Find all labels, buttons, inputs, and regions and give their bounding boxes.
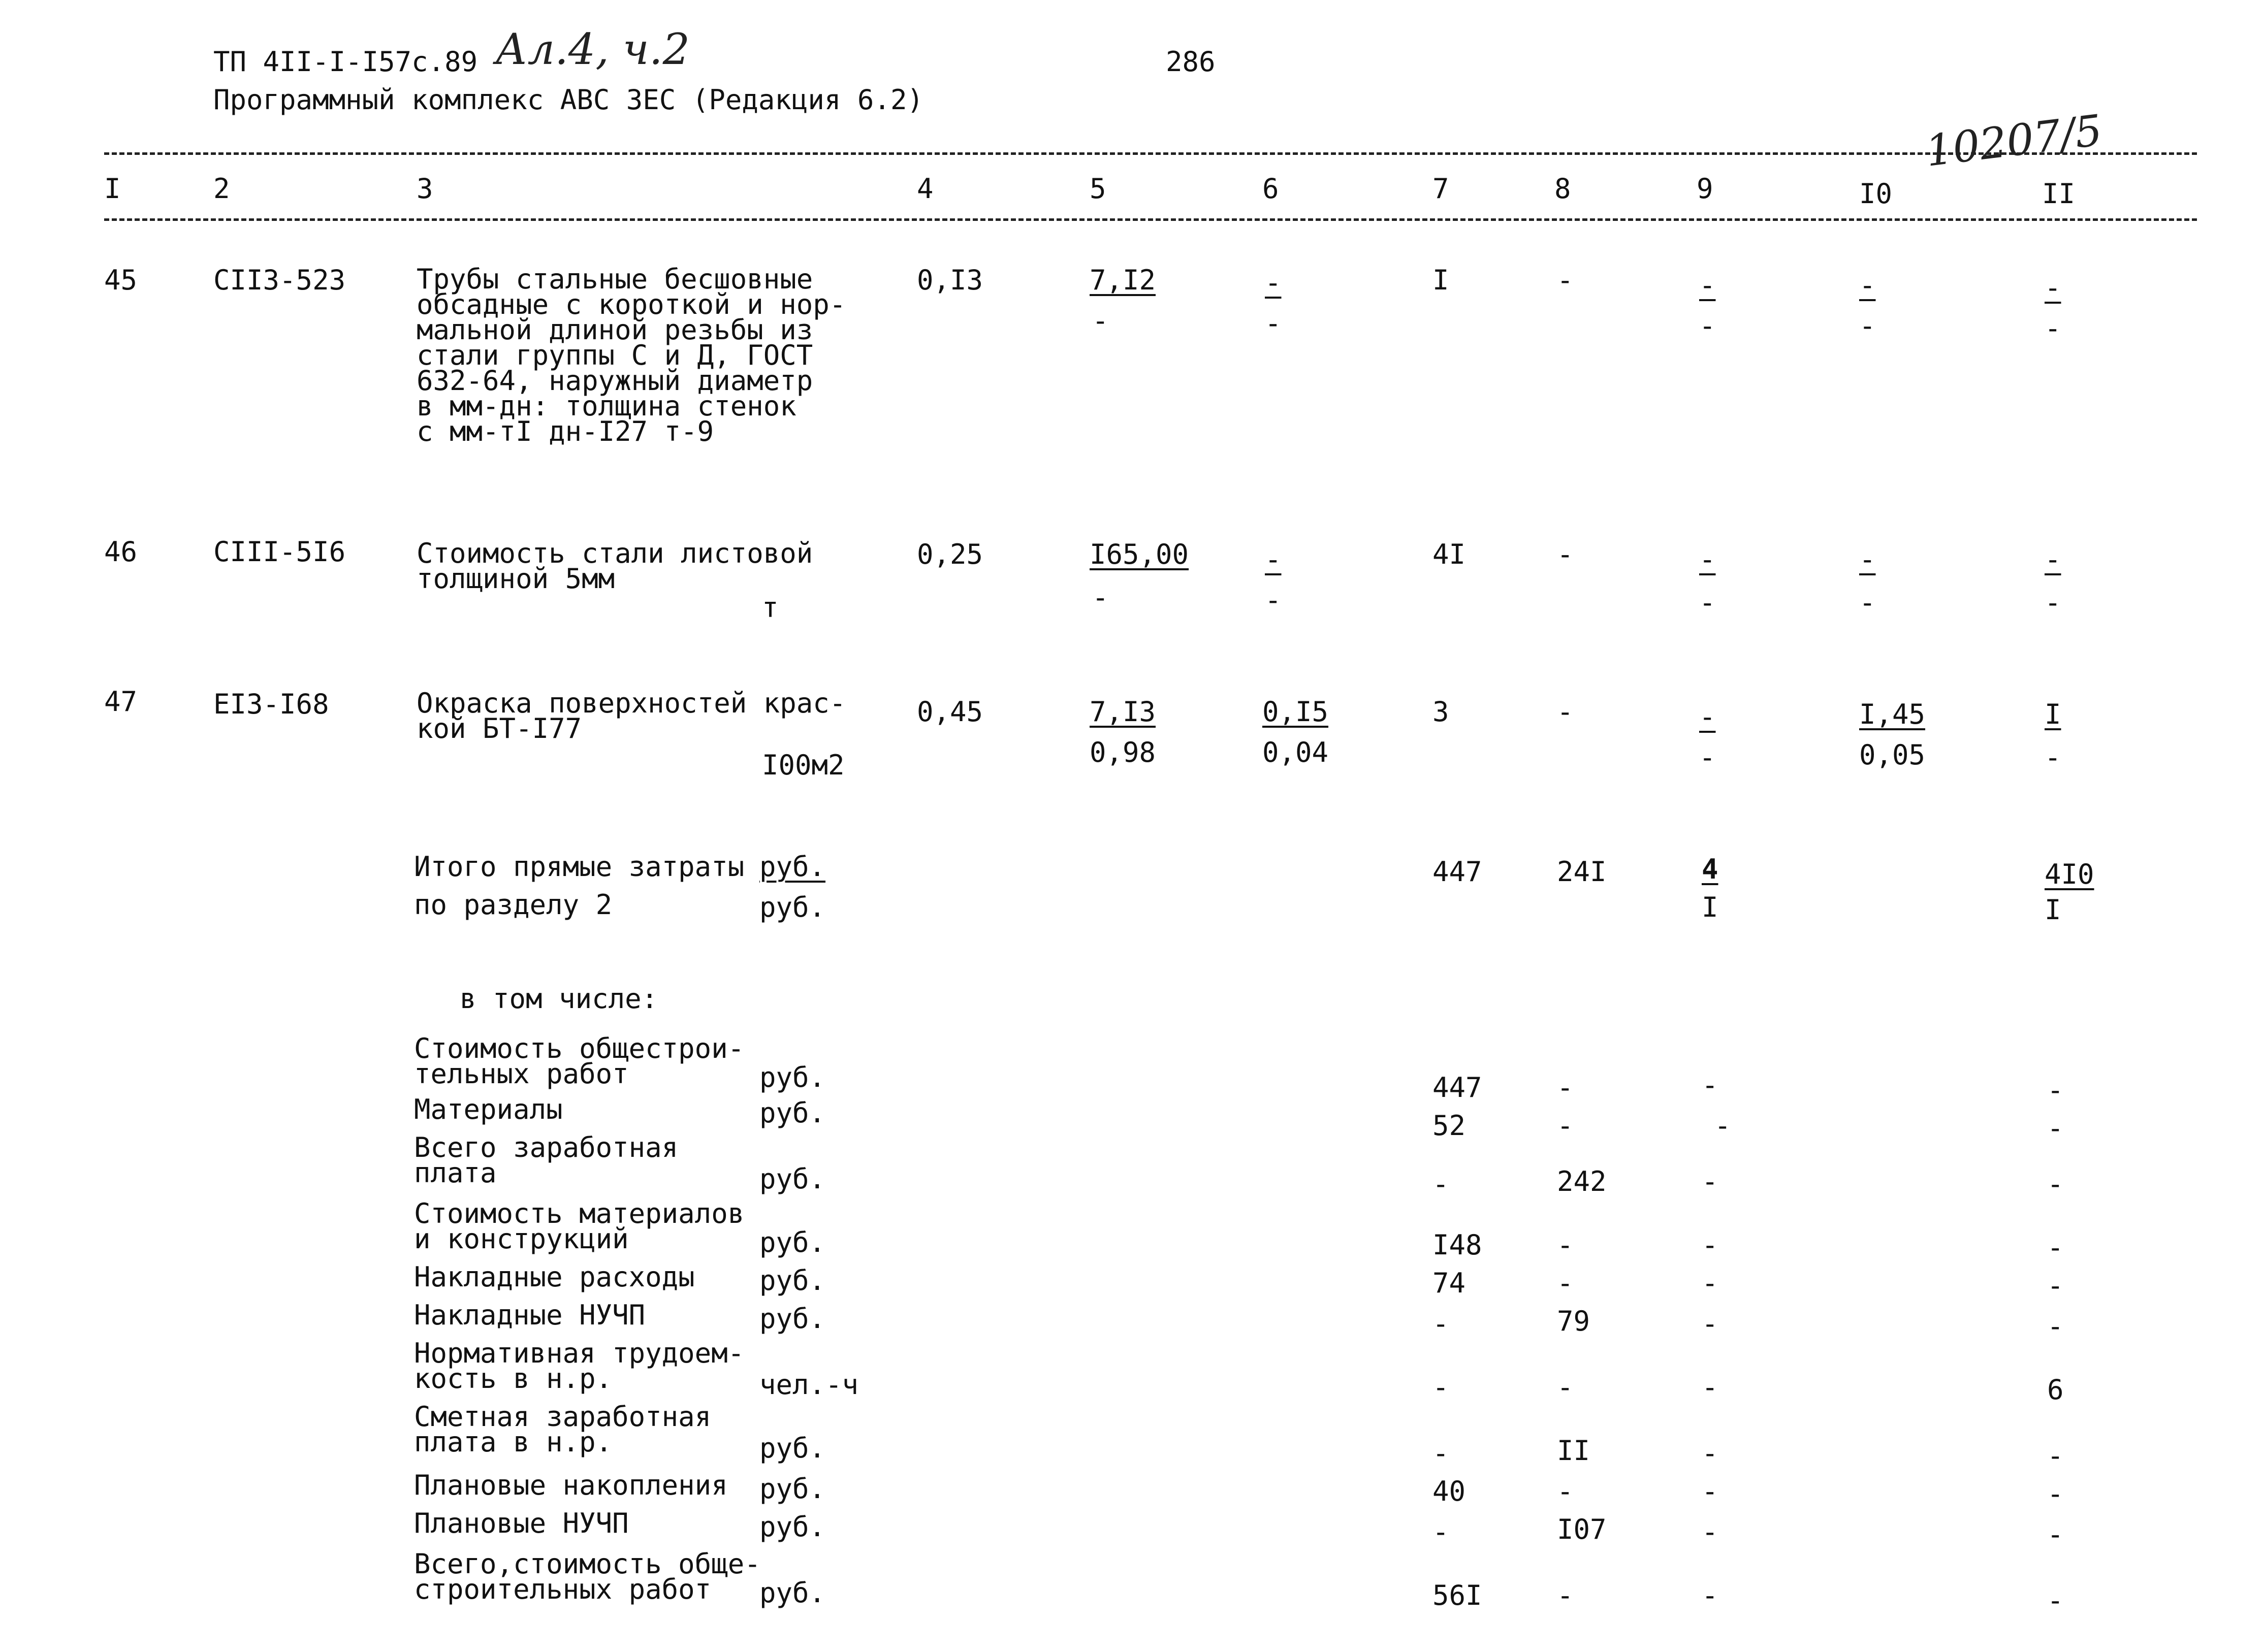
row-46-col11: - — [2045, 543, 2061, 575]
row-45-col10: - — [1859, 269, 1876, 301]
column-header-7: 7 — [1432, 173, 1449, 205]
breakdown-col8-estimated-wages: II — [1557, 1435, 1590, 1467]
breakdown-unit-materials: руб. — [759, 1097, 826, 1129]
breakdown-col11-planned-nuchp: - — [2047, 1518, 2064, 1550]
breakdown-label-planned-nuchp: Плановые НУЧП — [414, 1507, 629, 1539]
breakdown-col9-planned-nuchp: - — [1702, 1516, 1718, 1548]
breakdown-label-total-general-works: Всего,стоимость обще- строительных работ — [414, 1548, 761, 1605]
row-47-col8: - — [1557, 696, 1574, 728]
total-col9-lower: I — [1702, 891, 1718, 923]
page-number: 286 — [1166, 46, 1216, 78]
breakdown-col8-overhead: - — [1557, 1267, 1574, 1299]
row-46-col6-lower: - — [1265, 584, 1282, 616]
row-45-col6: - — [1265, 267, 1282, 299]
row-46-col11-lower: - — [2045, 587, 2061, 619]
breakdown-col7-total-wages: - — [1432, 1168, 1449, 1200]
total-col11: 4I0 — [2045, 858, 2094, 890]
subtitle: в том числе: — [460, 983, 658, 1015]
row-47-col10-lower: 0,05 — [1859, 739, 1926, 771]
breakdown-col8-total-general-works: - — [1557, 1579, 1574, 1611]
column-header-4: 4 — [917, 173, 934, 205]
breakdown-col11-total-wages: - — [2047, 1168, 2064, 1200]
breakdown-unit-materials-structures: руб. — [759, 1226, 826, 1258]
row-45-col9-lower: - — [1699, 310, 1716, 342]
row-46-col9: - — [1699, 543, 1716, 575]
breakdown-label-planned-savings: Плановые накопления — [414, 1469, 728, 1501]
total-col11-lower: I — [2045, 894, 2061, 926]
column-header-1: I — [104, 173, 121, 205]
breakdown-unit-planned-nuchp: руб. — [759, 1511, 826, 1543]
breakdown-col11-materials: - — [2047, 1112, 2064, 1144]
breakdown-unit-overhead-nuchp: руб. — [759, 1303, 826, 1335]
total-col7: 447 — [1432, 856, 1482, 888]
breakdown-col9-total-general-works: - — [1702, 1579, 1718, 1611]
row-46-col10-lower: - — [1859, 587, 1876, 619]
breakdown-label-general-works: Стоимость общестрои- тельных работ — [414, 1032, 745, 1090]
row-45-number: 45 — [104, 264, 138, 296]
row-45-col5-lower: - — [1092, 305, 1109, 337]
row-47-col5-lower: 0,98 — [1090, 736, 1156, 768]
row-45-col11-lower: - — [2045, 312, 2061, 344]
row-45-col8: - — [1557, 264, 1574, 296]
row-46-col4: 0,25 — [917, 538, 983, 570]
row-45-col7: I — [1432, 264, 1449, 296]
breakdown-col9-materials-structures: - — [1702, 1229, 1718, 1261]
total-unit-1: руб. — [759, 851, 826, 883]
row-45-col6-lower: - — [1265, 307, 1282, 339]
row-46-col6: - — [1265, 543, 1282, 575]
breakdown-col11-labor-intensity: 6 — [2047, 1374, 2064, 1406]
document-number: 10207/5 — [1923, 105, 2105, 176]
breakdown-label-materials-structures: Стоимость материалов и конструкций — [414, 1197, 745, 1255]
row-47-unit: I00м2 — [762, 749, 845, 781]
breakdown-col9-labor-intensity: - — [1702, 1371, 1718, 1403]
row-47-col7: 3 — [1432, 696, 1449, 728]
breakdown-col7-labor-intensity: - — [1432, 1371, 1449, 1403]
breakdown-col11-overhead: - — [2047, 1270, 2064, 1302]
row-47-col9: - — [1699, 701, 1716, 733]
breakdown-unit-general-works: руб. — [759, 1061, 826, 1093]
breakdown-col7-materials-structures: I48 — [1432, 1229, 1482, 1261]
breakdown-col7-estimated-wages: - — [1432, 1437, 1449, 1469]
column-header-10: I0 — [1859, 178, 1893, 210]
breakdown-col9-total-wages: - — [1702, 1165, 1718, 1197]
total-col8: 24I — [1557, 856, 1607, 888]
handwritten-note: Ал.4, ч.2 — [495, 24, 690, 74]
row-47-col5: 7,I3 — [1090, 696, 1156, 728]
row-45-col4: 0,I3 — [917, 264, 983, 296]
breakdown-col9-overhead-nuchp: - — [1702, 1308, 1718, 1340]
row-46-col5: I65,00 — [1090, 538, 1189, 570]
breakdown-col9-estimated-wages: - — [1702, 1437, 1718, 1469]
breakdown-unit-overhead: руб. — [759, 1265, 826, 1297]
row-47-col11: I — [2045, 698, 2061, 730]
breakdown-col8-planned-savings: - — [1557, 1475, 1574, 1507]
breakdown-col11-general-works: - — [2047, 1074, 2064, 1106]
breakdown-unit-labor-intensity: чел.-ч — [759, 1369, 859, 1401]
row-47-col11-lower: - — [2045, 741, 2061, 773]
breakdown-col7-overhead: 74 — [1432, 1267, 1466, 1299]
breakdown-unit-total-wages: руб. — [759, 1163, 826, 1195]
breakdown-col11-planned-savings: - — [2047, 1478, 2064, 1510]
row-45-col10-lower: - — [1859, 310, 1876, 342]
breakdown-col7-total-general-works: 56I — [1432, 1579, 1482, 1611]
row-46-col10: - — [1859, 543, 1876, 575]
row-46-code: СIII-5I6 — [213, 536, 346, 568]
breakdown-col8-general-works: - — [1557, 1072, 1574, 1104]
breakdown-col11-total-general-works: - — [2047, 1584, 2064, 1616]
row-46-col9-lower: - — [1699, 587, 1716, 619]
breakdown-col11-overhead-nuchp: - — [2047, 1310, 2064, 1342]
row-47-col6: 0,I5 — [1262, 696, 1329, 728]
breakdown-col7-planned-nuchp: - — [1432, 1516, 1449, 1548]
breakdown-col8-materials: - — [1557, 1110, 1574, 1142]
column-header-8: 8 — [1554, 173, 1571, 205]
row-47-description: Окраска поверхностей крас- кой БТ-I77 — [417, 687, 846, 744]
breakdown-label-materials: Материалы — [414, 1093, 563, 1125]
header-rule-top — [104, 152, 2197, 155]
breakdown-col7-general-works: 447 — [1432, 1072, 1482, 1104]
column-header-3: 3 — [417, 173, 433, 205]
breakdown-unit-total-general-works: руб. — [759, 1577, 826, 1609]
breakdown-label-overhead: Накладные расходы — [414, 1261, 695, 1293]
breakdown-label-overhead-nuchp: Накладные НУЧП — [414, 1299, 646, 1331]
row-46-col5-lower: - — [1092, 581, 1109, 613]
row-47-col9-lower: - — [1699, 741, 1716, 773]
row-47-col6-lower: 0,04 — [1262, 736, 1329, 768]
row-46-col7: 4I — [1432, 538, 1466, 570]
row-45-code: СII3-523 — [213, 264, 346, 296]
row-46-unit: т — [762, 592, 779, 624]
breakdown-col9-overhead: - — [1702, 1267, 1718, 1299]
column-header-11: II — [2042, 178, 2076, 210]
header-rule-bottom — [104, 218, 2197, 221]
column-header-5: 5 — [1090, 173, 1106, 205]
breakdown-col11-materials-structures: - — [2047, 1232, 2064, 1264]
breakdown-col9-planned-savings: - — [1702, 1475, 1718, 1507]
row-46-description: Стоимость стали листовой толщиной 5мм — [417, 537, 813, 595]
total-label-section: по разделу 2 — [414, 889, 613, 921]
breakdown-col7-materials: 52 — [1432, 1110, 1466, 1142]
column-header-9: 9 — [1697, 173, 1713, 205]
total-col9: 4 — [1702, 853, 1718, 885]
breakdown-label-estimated-wages: Сметная заработная плата в н.р. — [414, 1401, 712, 1458]
row-45-col9: - — [1699, 269, 1716, 301]
breakdown-col8-total-wages: 242 — [1557, 1165, 1607, 1197]
breakdown-col8-materials-structures: - — [1557, 1229, 1574, 1261]
breakdown-col9-materials: - — [1714, 1110, 1731, 1142]
row-47-code: ЕI3-I68 — [213, 688, 329, 720]
column-header-2: 2 — [213, 173, 230, 205]
breakdown-unit-planned-savings: руб. — [759, 1473, 826, 1505]
column-header-6: 6 — [1262, 173, 1279, 205]
row-46-col8: - — [1557, 538, 1574, 570]
row-45-col5: 7,I2 — [1090, 264, 1156, 296]
breakdown-col9-general-works: - — [1702, 1069, 1718, 1101]
breakdown-col8-planned-nuchp: I07 — [1557, 1513, 1607, 1545]
breakdown-col8-overhead-nuchp: 79 — [1557, 1305, 1590, 1337]
document-code: ТП 4II-I-I57с.89 — [213, 46, 478, 78]
breakdown-col7-planned-savings: 40 — [1432, 1475, 1466, 1507]
total-unit-2: руб. — [759, 891, 826, 923]
total-label: Итого прямые затраты — [414, 851, 745, 883]
breakdown-col8-labor-intensity: - — [1557, 1371, 1574, 1403]
breakdown-col7-overhead-nuchp: - — [1432, 1308, 1449, 1340]
breakdown-col11-estimated-wages: - — [2047, 1440, 2064, 1472]
row-46-number: 46 — [104, 536, 138, 568]
breakdown-unit-estimated-wages: руб. — [759, 1432, 826, 1464]
row-45-description: Трубы стальные бесшовные обсадные с короткой и нор- мальной длиной резьбы из стали группы С и Д, ГОСТ 632-64, наружный диаметр в мм-дн: толщина стенок с мм-тI дн-I27 т-9 — [417, 263, 846, 447]
program-title: Программный комплекс АВС ЗЕС (Редакция 6.2) — [213, 84, 923, 116]
row-45-col11: - — [2045, 272, 2061, 304]
breakdown-label-labor-intensity: Нормативная трудоем- кость в н.р. — [414, 1337, 745, 1395]
row-47-number: 47 — [104, 686, 138, 718]
row-47-col4: 0,45 — [917, 696, 983, 728]
breakdown-label-total-wages: Всего заработная плата — [414, 1131, 679, 1189]
row-47-col10: I,45 — [1859, 698, 1926, 730]
